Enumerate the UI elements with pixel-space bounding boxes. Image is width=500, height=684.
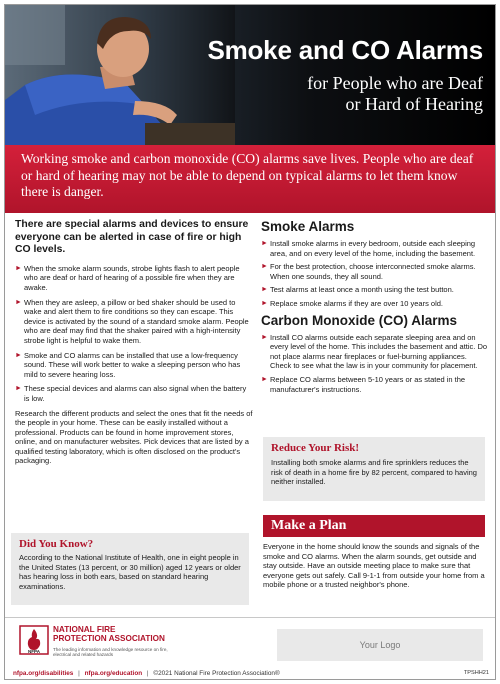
smoke-alarms-heading: Smoke Alarms xyxy=(261,219,355,234)
page-title: Smoke and CO Alarms xyxy=(207,35,483,65)
did-you-know-box xyxy=(11,533,249,605)
bullet-icon: ► xyxy=(261,299,268,307)
research-paragraph: Research the different products and select the ones that fit the needs of the people in your home. These can be easily installed without a professional. Products can be found in home improvement stores, online, and on manufacturer websites. Pick devices that are listed by a qualified testing laboratory, which is often disclosed on the product's packaging. xyxy=(15,408,253,466)
co-alarm-bullets xyxy=(261,333,489,395)
list-item: ► Test alarms at least once a month using the test button. xyxy=(261,285,454,295)
footer-divider xyxy=(5,617,495,618)
key-message-text: Working smoke and carbon monoxide (CO) alarms save lives. People who are deaf or hard of hearing may not be able to depend on typical alarms to let them know there is danger. xyxy=(21,151,474,199)
right-column xyxy=(261,219,489,398)
reduce-risk-title: Reduce Your Risk! xyxy=(271,442,360,454)
reduce-risk-text: Installing both smoke alarms and fire sprinklers reduces the risk of death in a home fire by 82 percent, compared to having neither installed. xyxy=(271,458,477,487)
reduce-risk-box xyxy=(263,437,485,501)
bullet-icon: ► xyxy=(261,240,268,247)
bullet-icon: ► xyxy=(261,263,268,271)
your-logo-placeholder: Your Logo xyxy=(277,629,483,661)
fact-sheet xyxy=(4,4,496,680)
make-a-plan-text: Everyone in the home should know the sounds and signals of the smoke and CO alarms. When the alarm sounds, get outside and stay outside. Have an outside meeting place to make sure that everyone gets out safely. Call 9-1-1 from outside your home from a mobile phone or a trusted neighbor's phone. xyxy=(263,542,485,590)
list-item: ► Replace CO alarms between 5-10 years or as stated in the manufacturer's instructions. xyxy=(261,374,466,394)
bullet-icon: ► xyxy=(261,286,268,294)
bullet-icon: ► xyxy=(261,333,268,341)
key-message-banner xyxy=(5,145,495,213)
subtitle-line-1: for People who are Deaf xyxy=(307,73,483,93)
page-subtitle xyxy=(183,73,483,115)
list-item: ► Replace smoke alarms if they are over 10 years old. xyxy=(261,298,443,308)
hero-banner xyxy=(5,5,495,145)
bullet-icon: ► xyxy=(15,385,22,393)
bullet-icon: ► xyxy=(261,375,268,383)
list-item: ► These special devices and alarms can also signal when the battery is low. xyxy=(15,384,247,403)
subtitle-line-2: or Hard of Hearing xyxy=(345,94,483,114)
nfpa-logo-icon xyxy=(19,625,49,655)
disabilities-link[interactable]: nfpa.org/disabilities xyxy=(13,670,74,677)
device-bullets xyxy=(15,264,253,404)
document-code: TPSHH21 xyxy=(463,670,489,676)
nfpa-logo-text: NFPA xyxy=(28,649,40,654)
list-item: ► When they are asleep, a pillow or bed shaker should be used to wake and alert them to fire conditions so they can escape. This device is activated by the sound of a standard smoke alarm. People who are deaf may find that the shaker paired with a high-intensity strobe light is helpful to wake them. xyxy=(15,297,249,345)
co-alarms-heading: Carbon Monoxide (CO) Alarms xyxy=(261,312,458,328)
footer-links-bar xyxy=(5,667,495,680)
education-link[interactable]: nfpa.org/education xyxy=(84,670,143,677)
intro-heading: There are special alarms and devices to ensure everyone can be alerted in case of fire or high CO levels. xyxy=(15,219,249,256)
did-you-know-title: Did You Know? xyxy=(19,538,94,550)
separator: | xyxy=(78,670,80,677)
list-item: ► Smoke and CO alarms can be installed that use a low-frequency sound. These will work better to wake a sleeping person who has mild to severe hearing loss. xyxy=(15,350,241,379)
make-a-plan-title: Make a Plan xyxy=(271,518,347,533)
list-item: ► Install CO alarms outside each separate sleeping area and on every level of the home. This includes the basement and attic. Do not place alarms near fireplaces or fuel-burning appliances. Check to see what the law is in your community for placement. xyxy=(261,332,488,371)
did-you-know-text: According to the National Institute of Health, one in eight people in the United States (13 percent, or 30 million) aged 12 years or older has hearing loss in both ears, based on standard hearing examinations. xyxy=(19,553,241,591)
bullet-icon: ► xyxy=(15,298,22,306)
bullet-icon: ► xyxy=(15,351,22,359)
list-item: ► For the best protection, choose interconnected smoke alarms. When one sounds, they all sound. xyxy=(261,262,476,281)
smoke-alarm-bullets xyxy=(261,239,489,309)
org-name: NATIONAL FIRE PROTECTION ASSOCIATION xyxy=(53,625,165,644)
bullet-icon: ► xyxy=(15,264,22,272)
left-column xyxy=(15,219,253,466)
list-item: ► Install smoke alarms in every bedroom, outside each sleeping area, and on every level of the home, including the basement. xyxy=(261,239,476,258)
copyright-text: ©2021 National Fire Protection Association® xyxy=(153,670,280,677)
make-a-plan-header xyxy=(263,515,485,537)
separator: | xyxy=(146,670,149,677)
list-item: ► When the smoke alarm sounds, strobe lights flash to alert people who are deaf or hard of hearing of a possible fire when they are awake. xyxy=(15,263,240,292)
org-tagline: The leading information and knowledge resource on fire, electrical and related hazards xyxy=(53,647,168,658)
